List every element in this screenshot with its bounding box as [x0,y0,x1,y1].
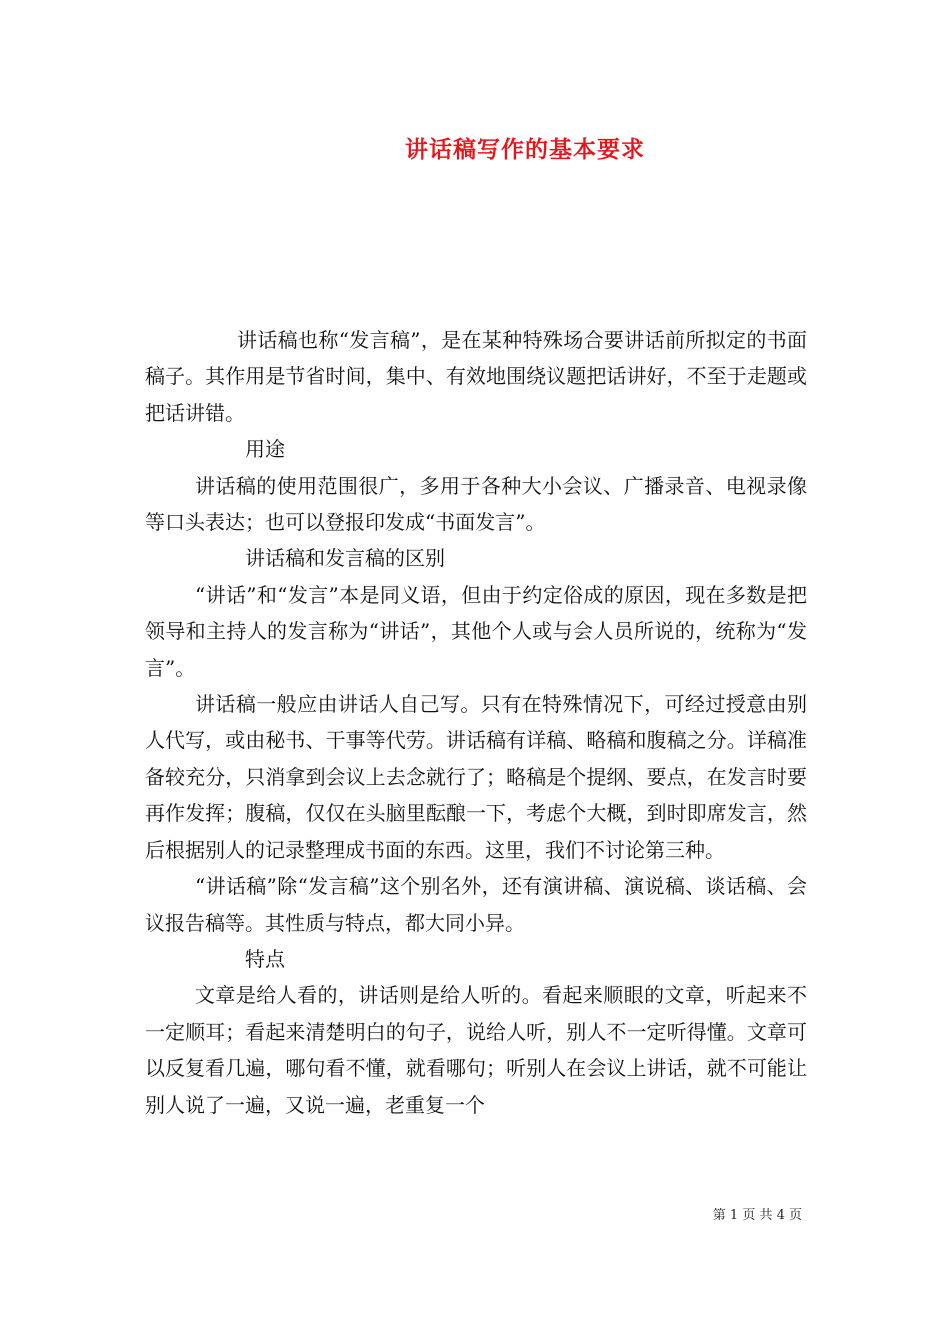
heading-features: 特点 [245,946,285,971]
paragraph-difference: “讲话”和“发言”本是同义语，但由于约定俗成的原因，现在多数是把领导和主持人的发言称为“讲话”，其他个人或与会人员所说的，统称为“发言”。 [145,582,807,680]
paragraph-usage: 讲话稿的使用范围很广，多用于各种大小会议、广播录音、电视录像等口头表达；也可以登报印发成“书面发言”。 [145,473,807,535]
paragraph-drafting: 讲话稿一般应由讲话人自己写。只有在特殊情况下，可经过授意由别人代写，或由秘书、干事等代劳。讲话稿有详稿、略稿和腹稿之分。详稿准备较充分，只消拿到会议上去念就行了；略稿是个提纲、要点，在发言时要再作发挥；腹稿，仅仅在头脑里酝酿一下，考虑个大概，到时即席发言，然后根据别人的记录整理成书面的东西。这里，我们不讨论第三种。 [145,692,807,862]
paragraph-alias: “讲话稿”除“发言稿”这个别名外，还有演讲稿、演说稿、谈话稿、会议报告稿等。其性质与特点，都大同小异。 [145,874,807,935]
document-body [145,322,807,1123]
paragraph-intro: 讲话稿也称“发言稿”，是在某种特殊场合要讲话前所拟定的书面稿子。其作用是节省时间，集中、有效地围绕议题把话讲好，不至于走题或把话讲错。 [145,328,807,425]
paragraph-features: 文章是给人看的，讲话则是给人听的。看起来顺眼的文章，听起来不一定顺耳；看起来清楚明白的句子，说给人听，别人不一定听得懂。文章可以反复看几遍，哪句看不懂，就看哪句；听别人在会议上讲话，就不可能让别人说了一遍，又说一遍，老重复一个 [145,983,807,1117]
heading-difference: 讲话稿和发言稿的区别 [245,546,445,571]
document-title: 讲话稿写作的基本要求 [405,136,645,163]
heading-usage: 用途 [245,437,285,462]
page-number-footer: 第 1 页 共 4 页 [712,1208,802,1223]
